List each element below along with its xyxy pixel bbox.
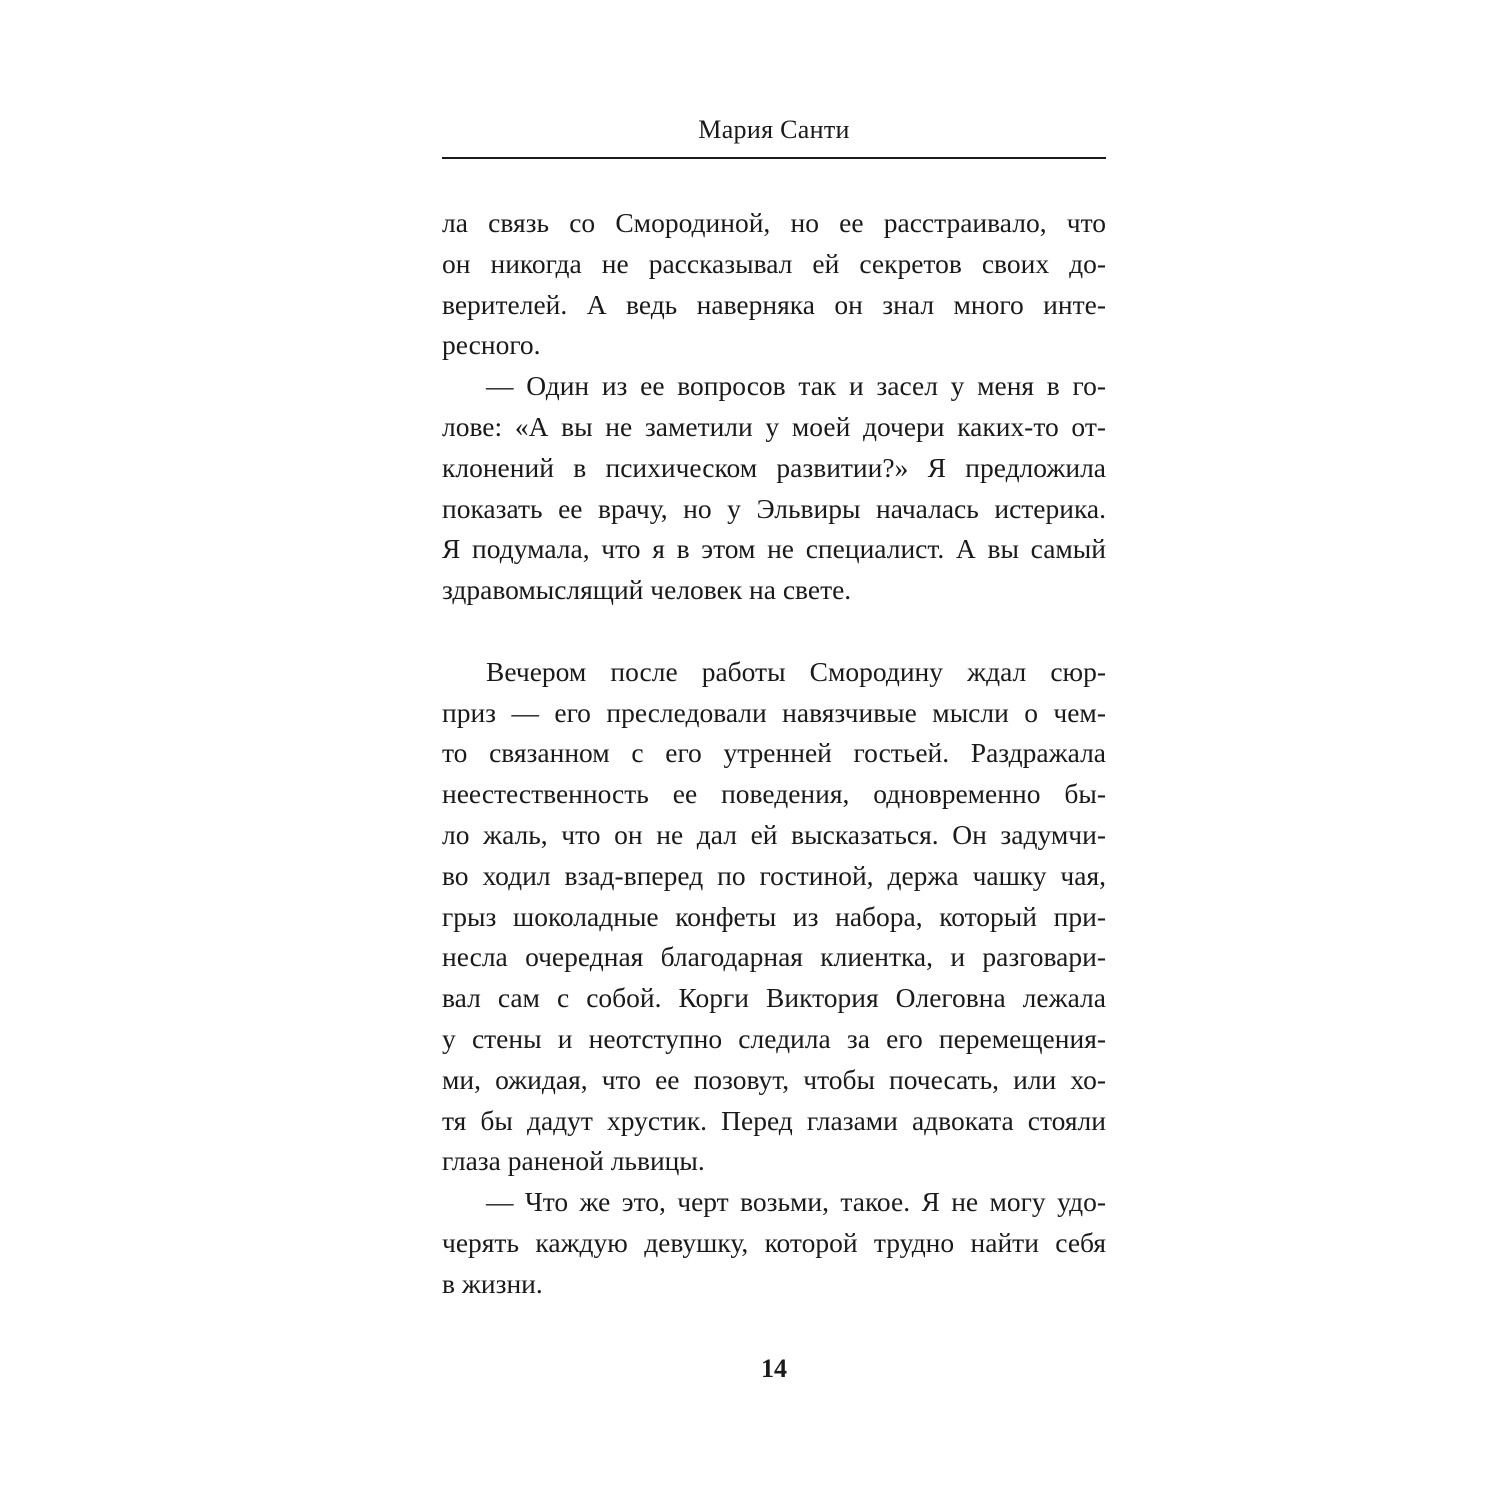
text-line: то связанном с его утренней гостьей. Раздражала (442, 737, 1106, 769)
text-line: несла очередная благодарная клиентка, и разговари- (442, 941, 1106, 973)
text-line: — Что же это, черт возьми, такое. Я не могу удо- (486, 1186, 1106, 1218)
running-head-author: Мария Санти (698, 115, 850, 144)
header-rule (442, 157, 1106, 159)
text-line: — Один из ее вопросов так и засел у меня в го- (486, 370, 1106, 402)
text-line: в жизни. (442, 1267, 543, 1299)
text-line: лове: «А вы не заметили у моей дочери каких-то от- (442, 410, 1106, 442)
text-line: показать ее врачу, но у Эльвиры началась истерика. (442, 492, 1106, 524)
text-line: клонений в психическом развитии?» Я предложила (442, 451, 1106, 483)
text-line: Я подумала, что я в этом не специалист. А вы самый (442, 533, 1106, 565)
text-line: ресного. (442, 329, 541, 361)
text-line: он никогда не рассказывал ей секретов своих до- (442, 247, 1106, 279)
page-number: 14 (761, 1354, 787, 1383)
text-line: во ходил взад-вперед по гостиной, держа чашку чая, (442, 859, 1106, 891)
text-line: черять каждую девушку, которой трудно найти себя (442, 1226, 1106, 1258)
body-text (442, 203, 1106, 1305)
text-line: вал сам с собой. Корги Виктория Олеговна лежала (442, 982, 1106, 1014)
text-line: верителей. А ведь наверняка он знал много инте- (442, 288, 1106, 320)
text-line: тя бы дадут хрустик. Перед глазами адвоката стояли (442, 1104, 1106, 1136)
section-break (442, 611, 1106, 652)
text-line: глаза раненой львицы. (442, 1145, 705, 1177)
text-line: ло жаль, что он не дал ей высказаться. Он задумчи- (442, 818, 1106, 850)
text-line: неестественность ее поведения, одновременно бы- (442, 778, 1106, 810)
text-line: здравомыслящий человек на свете. (442, 574, 852, 606)
text-line: у стены и неотступно следила за его перемещения- (442, 1022, 1106, 1054)
text-line: ми, ожидая, что ее позовут, чтобы почесать, или хо- (442, 1063, 1106, 1095)
text-line: Вечером после работы Смородину ждал сюр- (486, 655, 1106, 687)
text-line: ла связь со Смородиной, но ее расстраивало, что (442, 207, 1106, 238)
text-line: грыз шоколадные конфеты из набора, который при- (442, 900, 1106, 932)
text-line: приз — его преследовали навязчивые мысли о чем- (442, 696, 1106, 728)
